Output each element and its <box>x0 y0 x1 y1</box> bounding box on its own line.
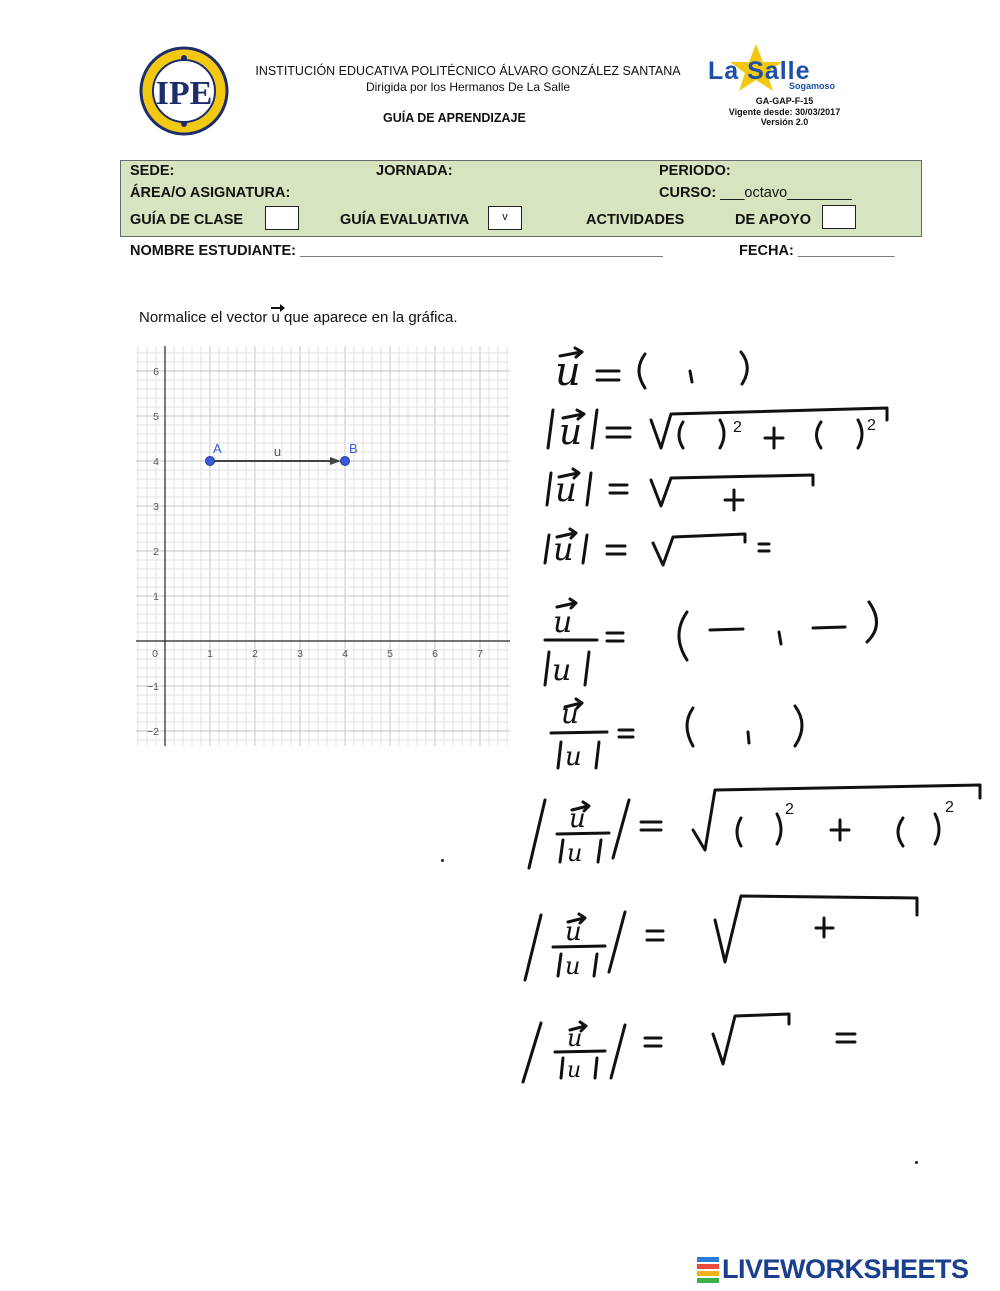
hw-u-12: u <box>565 952 581 980</box>
lasalle-city: Sogamoso <box>788 81 836 91</box>
curso-label <box>659 185 852 201</box>
doc-version: Versión 2.0 <box>760 117 809 127</box>
x-tick-label: 1 <box>207 648 213 660</box>
curso-label-text: CURSO: <box>659 185 717 201</box>
y-tick-label: 4 <box>153 456 159 468</box>
x-tick-label: 5 <box>387 648 393 660</box>
graph-ticks <box>147 366 483 738</box>
hw-u-4: u <box>553 530 574 568</box>
guia-evaluativa-label: GUÍA EVALUATIVA <box>340 212 470 228</box>
fecha-field[interactable]: FECHA: ____________ <box>739 243 895 259</box>
curso-value: ___octavo________ <box>720 185 852 201</box>
school-logo <box>139 46 229 136</box>
hw-u-9: u <box>569 804 586 834</box>
document-code-block <box>712 96 857 128</box>
instruction-before: Normalice el vector <box>139 309 272 326</box>
hw-sq-3: 2 <box>785 801 794 818</box>
x-tick-label: 7 <box>477 648 483 660</box>
guia-evaluativa-checkbox[interactable]: v <box>488 206 522 230</box>
hw-u-10: u <box>567 839 583 867</box>
jornada-label: JORNADA: <box>376 163 453 179</box>
stray-dot <box>441 859 444 862</box>
x-tick-label: 3 <box>297 648 303 660</box>
handwritten-formulas <box>515 340 985 1100</box>
de-apoyo-checkbox[interactable] <box>822 205 856 229</box>
hw-u-1: u <box>555 349 581 395</box>
liveworksheets-watermark <box>697 1254 969 1285</box>
formula-row-sum <box>547 469 813 510</box>
instruction-after: que aparece en la gráfica. <box>279 309 458 326</box>
y-tick-label: 5 <box>153 411 159 423</box>
formula-row-unit-root <box>523 1014 855 1083</box>
school-logo-letters: IPE <box>155 75 213 112</box>
de-apoyo-label: DE APOYO <box>735 212 812 228</box>
guia-clase-label: GUÍA DE CLASE <box>130 212 244 228</box>
sede-label: SEDE: <box>130 163 175 179</box>
hw-sq-2: 2 <box>867 417 876 434</box>
hw-u-2: u <box>559 412 583 453</box>
hw-u-8: u <box>565 742 582 772</box>
nombre-estudiante-field[interactable]: NOMBRE ESTUDIANTE: _____________________________________________ <box>130 243 663 259</box>
doc-valid-from: Vigente desde: 30/03/2017 <box>728 106 841 117</box>
y-tick-label: 1 <box>153 591 159 603</box>
hw-u-7: u <box>561 697 580 730</box>
point-b-label: B <box>349 441 358 456</box>
y-tick-label: 3 <box>153 501 159 513</box>
x-tick-label: 4 <box>342 648 348 660</box>
coordinate-graph <box>136 346 510 746</box>
vector-arrow-icon <box>270 303 286 312</box>
hw-u-13: u <box>567 1024 583 1052</box>
formula-row-unit-values <box>551 697 802 772</box>
point-a-label: A <box>213 441 222 456</box>
area-label: ÁREA/O ASIGNATURA: <box>130 185 291 201</box>
hw-u-5: u <box>553 605 573 640</box>
y-tick-label: −2 <box>147 726 159 738</box>
point-b <box>341 457 350 466</box>
hw-u-6: u <box>552 653 572 688</box>
periodo-label: PERIODO: <box>659 163 731 179</box>
x-tick-label: 6 <box>432 648 438 660</box>
hw-sq-4: 2 <box>945 799 954 816</box>
x-tick-label: 2 <box>252 648 258 660</box>
y-tick-label: 6 <box>153 366 159 378</box>
institution-name: INSTITUCIÓN EDUCATIVA POLITÉCNICO ÁLVARO GONZÁLEZ SANTANA <box>255 64 681 78</box>
y-tick-label: 2 <box>153 546 159 558</box>
x-tick-label: 0 <box>152 648 158 660</box>
guia-clase-checkbox[interactable] <box>265 206 299 230</box>
formula-row-vector <box>555 348 747 395</box>
instruction-vector-letter: u <box>271 309 280 326</box>
formula-row-magnitude <box>548 408 887 453</box>
hw-u-14: u <box>567 1058 582 1083</box>
institution-subtitle: Dirigida por los Hermanos De La Salle <box>365 80 571 94</box>
lasalle-brand: La Salle <box>708 57 811 85</box>
formula-row-unit-sum <box>525 896 917 980</box>
stray-dot <box>915 1161 918 1164</box>
formula-row-unit-magnitude <box>529 785 980 868</box>
formula-row-unit <box>545 599 877 688</box>
hw-u-11: u <box>565 917 582 947</box>
vector-u-label: u <box>273 444 282 459</box>
instruction-text <box>139 309 458 326</box>
point-a <box>206 457 215 466</box>
hw-sq-1: 2 <box>733 419 742 436</box>
formula-row-root <box>545 529 769 568</box>
doc-code: GA-GAP-F-15 <box>755 96 814 106</box>
liveworksheets-text: LIVEWORKSHEETS <box>722 1254 969 1284</box>
graph-grid <box>136 346 510 746</box>
lasalle-logo <box>706 42 856 94</box>
hw-u-3: u <box>555 470 577 510</box>
y-tick-label: −1 <box>147 681 159 693</box>
guide-title: GUÍA DE APRENDIZAJE <box>383 111 526 125</box>
actividades-label: ACTIVIDADES <box>586 212 685 228</box>
instruction-vector <box>272 309 280 326</box>
liveworksheets-badge-icon <box>697 1257 719 1283</box>
